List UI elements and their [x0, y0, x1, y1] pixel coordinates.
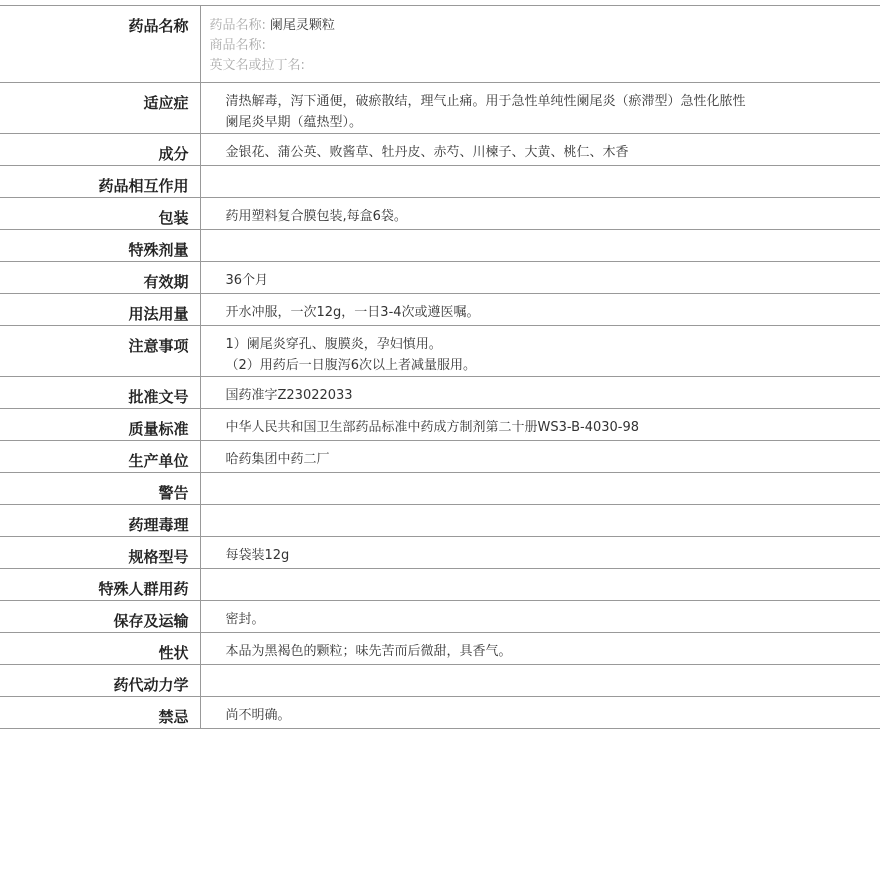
- indications-value: [200, 83, 880, 134]
- row-precautions: [0, 326, 880, 377]
- pharmacology-value: [200, 505, 880, 537]
- row-pharmacokinetics: [0, 665, 880, 697]
- row-usage: [0, 294, 880, 326]
- special-population-label: 特殊人群用药: [0, 569, 200, 601]
- warning-value: [200, 473, 880, 505]
- generic-name-value: 阑尾灵颗粒: [269, 18, 335, 33]
- packaging-value: 药用塑料复合膜包装,每盒6袋。: [200, 198, 880, 230]
- row-manufacturer: [0, 441, 880, 473]
- approval-number-value: 国药准字Z23022033: [200, 377, 880, 409]
- contraindications-value: 尚不明确。: [200, 697, 880, 729]
- precautions-label: 注意事项: [0, 326, 200, 377]
- row-special-population: [0, 569, 880, 601]
- drug-name-value: [200, 6, 880, 83]
- storage-label: 保存及运输: [0, 601, 200, 633]
- row-contraindications: [0, 697, 880, 729]
- shelf-life-label: 有效期: [0, 262, 200, 294]
- approval-number-label: 批准文号: [0, 377, 200, 409]
- row-pharmacology: [0, 505, 880, 537]
- quality-standard-value: 中华人民共和国卫生部药品标准中药成方制剂第二十册WS3-B-4030-98: [200, 409, 880, 441]
- row-specification: [0, 537, 880, 569]
- row-special-dosage: [0, 230, 880, 262]
- quality-standard-label: 质量标准: [0, 409, 200, 441]
- row-warning: [0, 473, 880, 505]
- row-shelf-life: [0, 262, 880, 294]
- description-value: 本品为黑褐色的颗粒；味先苦而后微甜，具香气。: [200, 633, 880, 665]
- row-drug-name: [0, 6, 880, 83]
- storage-value: 密封。: [200, 601, 880, 633]
- row-description: [0, 633, 880, 665]
- generic-name-key: 药品名称:: [209, 18, 266, 33]
- contraindications-label: 禁忌: [0, 697, 200, 729]
- pharmacology-label: 药理毒理: [0, 505, 200, 537]
- pharmacokinetics-label: 药代动力学: [0, 665, 200, 697]
- generic-name-line: [210, 16, 861, 36]
- packaging-label: 包装: [0, 198, 200, 230]
- row-storage: [0, 601, 880, 633]
- interactions-label: 药品相互作用: [0, 166, 200, 198]
- row-approval-number: [0, 377, 880, 409]
- trade-name-line: [210, 36, 861, 56]
- row-ingredients: [0, 134, 880, 166]
- indications-line-2: 阑尾炎早期（蕴热型）。: [225, 115, 363, 130]
- precautions-line-1: 1）阑尾炎穿孔、腹膜炎，孕妇慎用。: [225, 337, 442, 352]
- precautions-value: [200, 326, 880, 377]
- drug-name-label: 药品名称: [0, 6, 200, 83]
- row-packaging: [0, 198, 880, 230]
- ingredients-value: 金银花、蒲公英、败酱草、牡丹皮、赤芍、川楝子、大黄、桃仁、木香: [200, 134, 880, 166]
- description-label: 性状: [0, 633, 200, 665]
- specification-label: 规格型号: [0, 537, 200, 569]
- row-indications: [0, 83, 880, 134]
- special-dosage-label: 特殊剂量: [0, 230, 200, 262]
- manufacturer-label: 生产单位: [0, 441, 200, 473]
- english-name-line: [210, 56, 861, 76]
- warning-label: 警告: [0, 473, 200, 505]
- ingredients-label: 成分: [0, 134, 200, 166]
- trade-name-key: 商品名称:: [209, 38, 266, 53]
- pharmacokinetics-value: [200, 665, 880, 697]
- indications-line-1: 清热解毒，泻下通便，破瘀散结，理气止痛。用于急性单纯性阑尾炎（瘀滞型）急性化脓性: [225, 94, 746, 109]
- drug-info-table: [0, 5, 880, 729]
- special-dosage-value: [200, 230, 880, 262]
- special-population-value: [200, 569, 880, 601]
- row-interactions: [0, 166, 880, 198]
- specification-value: 每袋装12g: [200, 537, 880, 569]
- indications-label: 适应症: [0, 83, 200, 134]
- usage-label: 用法用量: [0, 294, 200, 326]
- interactions-value: [200, 166, 880, 198]
- precautions-line-2: （2）用药后一日腹泻6次以上者减量服用。: [225, 358, 477, 373]
- row-quality-standard: [0, 409, 880, 441]
- english-name-key: 英文名或拉丁名:: [209, 58, 305, 73]
- usage-value: 开水冲服，一次12g，一日3-4次或遵医嘱。: [200, 294, 880, 326]
- manufacturer-value: 哈药集团中药二厂: [200, 441, 880, 473]
- shelf-life-value: 36个月: [200, 262, 880, 294]
